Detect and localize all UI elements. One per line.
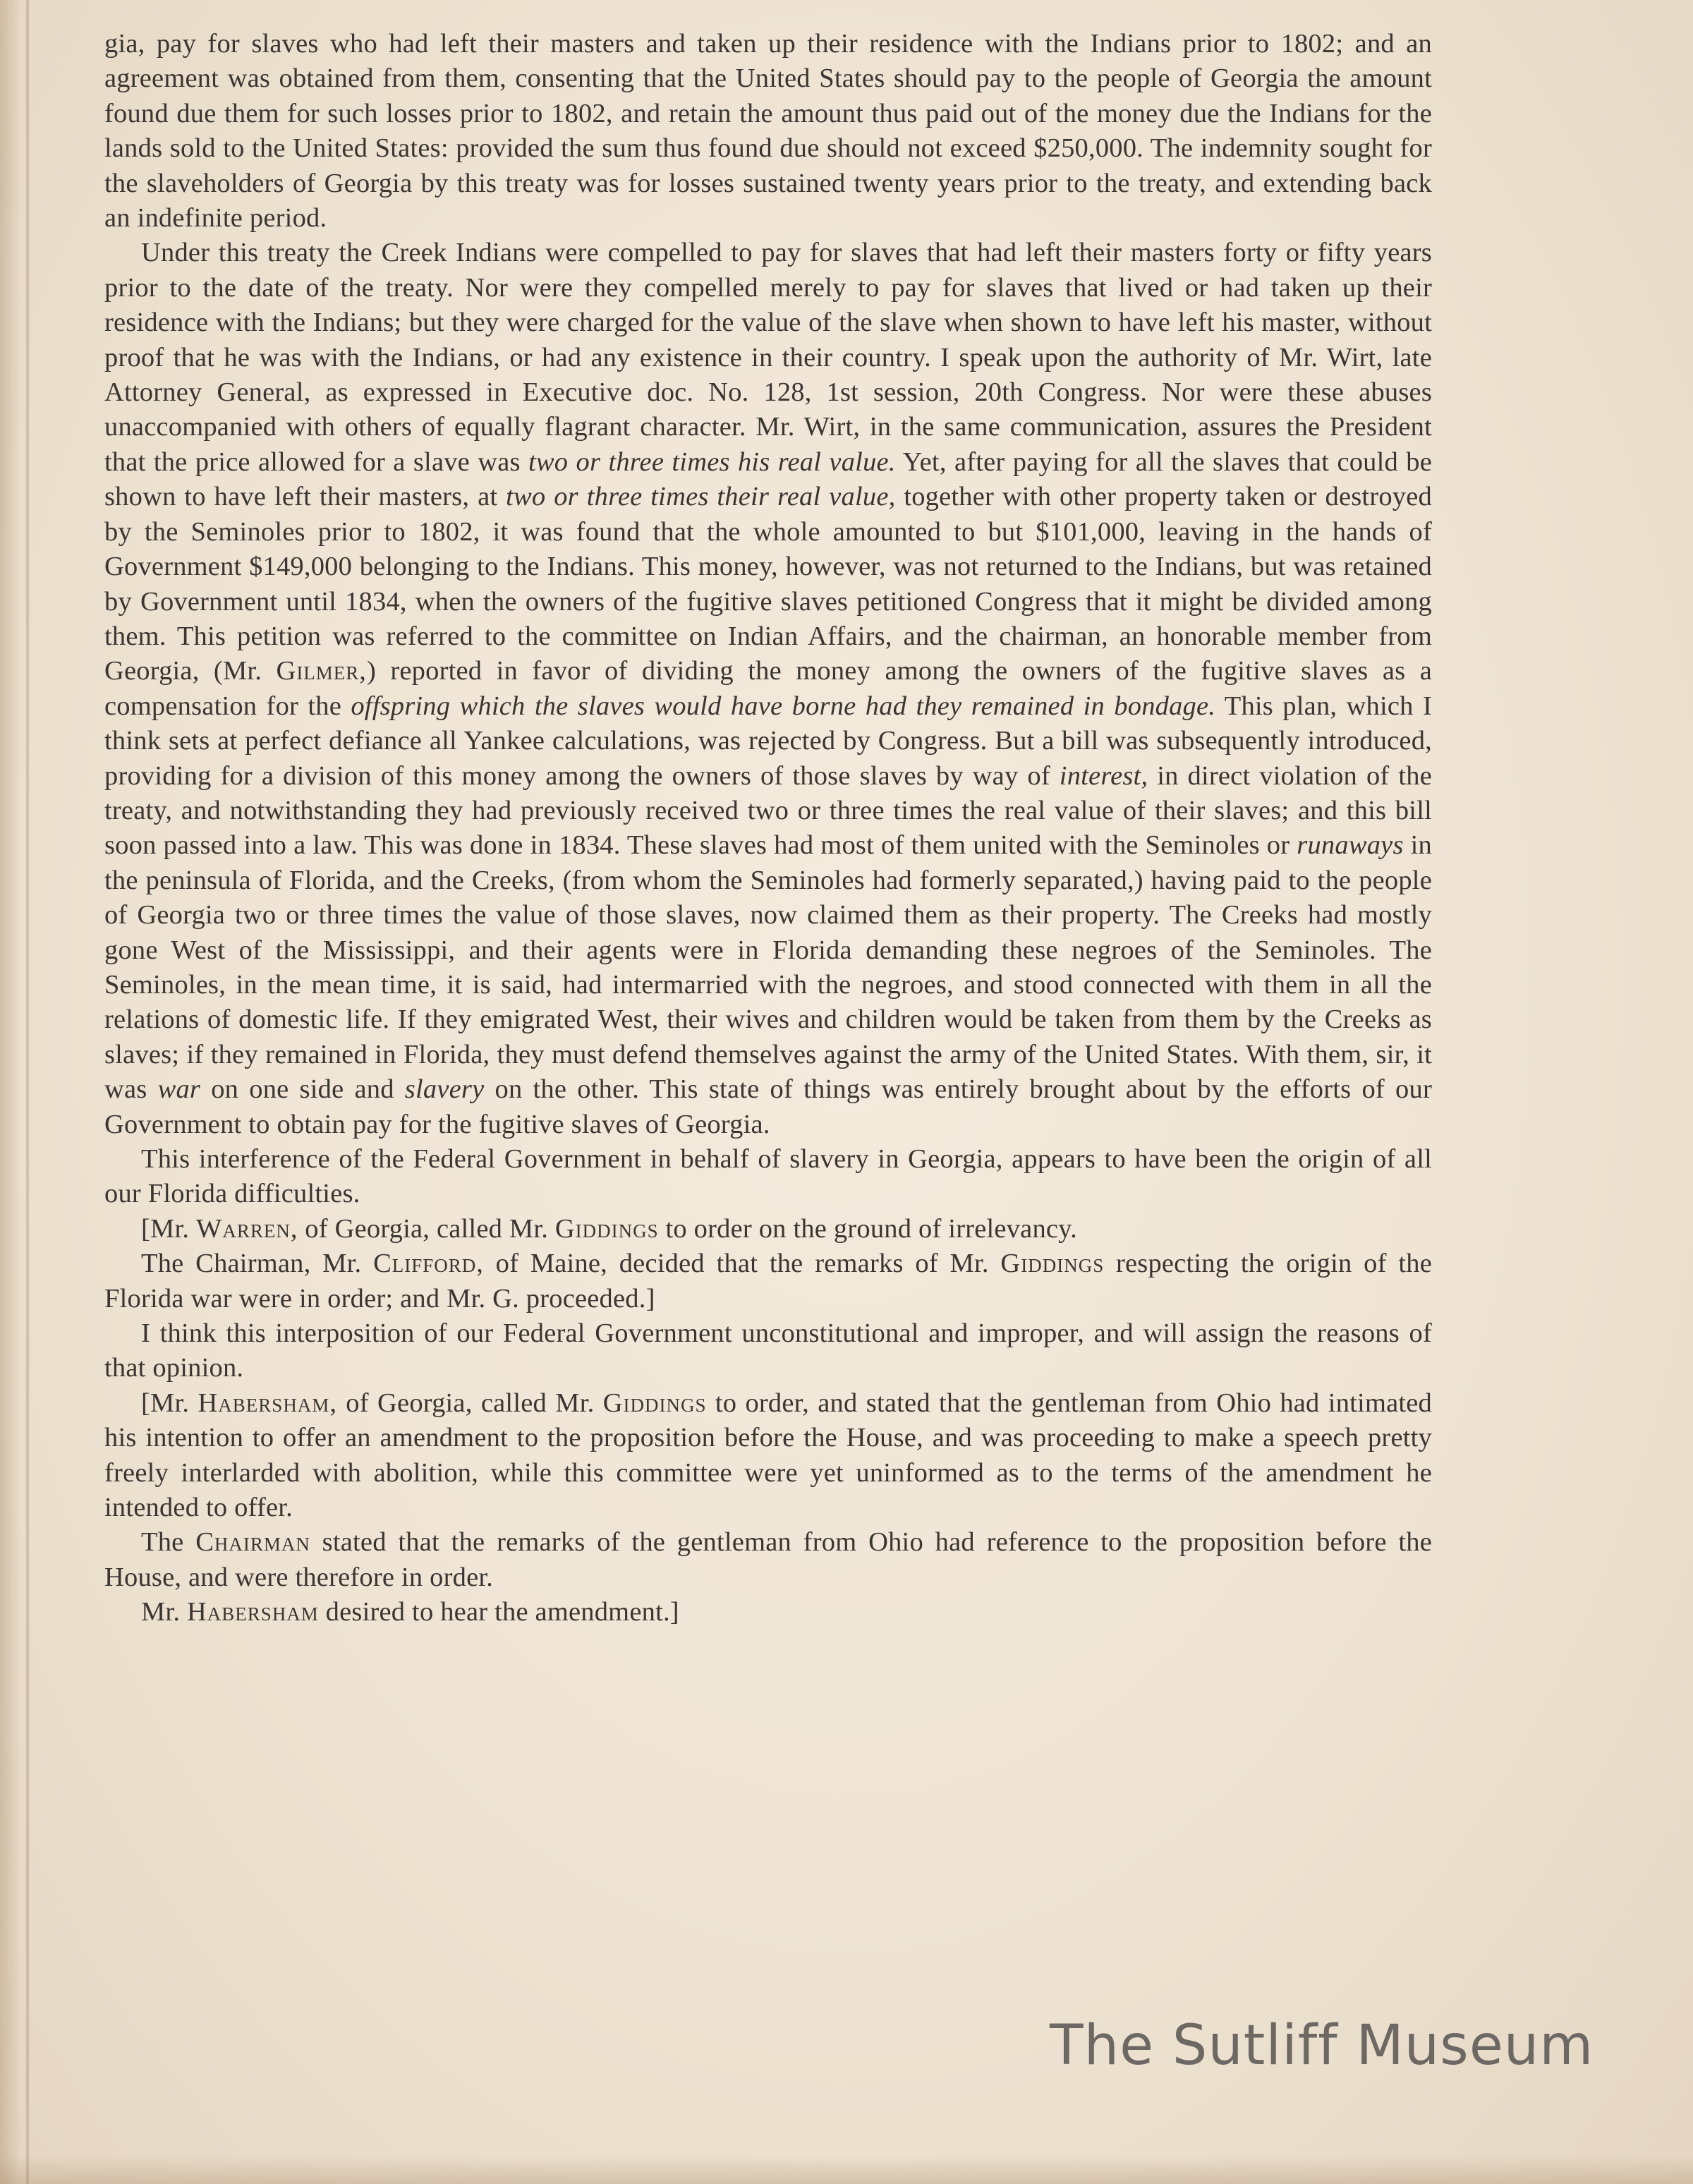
text-run: on one side and: [200, 1074, 405, 1105]
text-run: desired to hear the amendment.]: [318, 1597, 679, 1627]
name-smallcaps: Warren,: [196, 1213, 298, 1244]
page-edge-left: [0, 0, 21, 2184]
italic-run: war: [157, 1074, 201, 1105]
text-run: ) reported in favor of dividing the money among the owners of the fugitive slaves as a compensation for the: [104, 656, 1432, 721]
text-run: respecting the origin of the Florida war were in order; and Mr. G. proceeded.]: [104, 1249, 1432, 1314]
text-run: stated that the remarks of the gentleman from Ohio had reference to the proposition before the House, and were therefore in order.: [104, 1527, 1433, 1592]
text-run: [Mr.: [141, 1213, 196, 1244]
text-run: on the other. This state of things was entirely brought about by the efforts of our Government to obtain pay for the fugitive slaves of Georgia.: [104, 1074, 1432, 1139]
page-fold-shadow: [25, 0, 30, 2184]
italic-run: interest,: [1059, 760, 1148, 791]
name-smallcaps: Giddings: [554, 1213, 659, 1244]
text-run: The: [141, 1527, 196, 1558]
text-run: to order on the ground of irrelevancy.: [658, 1213, 1077, 1244]
italic-run: runaways: [1297, 830, 1404, 861]
paragraph-4: [104, 1212, 1432, 1246]
paragraph-2: [104, 236, 1432, 1142]
text-run: [Mr.: [141, 1388, 198, 1418]
text-run: of Maine, decided that the remarks of Mr.: [483, 1249, 1001, 1279]
italic-run: two or three times his real value.: [528, 447, 896, 477]
paragraph-3: This interference of the Federal Government in behalf of slavery in Georgia, appears to have been the origin of all our Florida difficulties.: [104, 1144, 1432, 1209]
italic-run: two or three times their real value,: [506, 482, 896, 512]
name-smallcaps: Giddings: [602, 1388, 707, 1418]
text-run: in the peninsula of Florida, and the Creeks, (from whom the Seminoles had formerly separated,) having paid to the people of Georgia two or three times the value of those slaves, now claimed them as their property. The Creeks had mostly gone West of the Mississippi, and their agents were in Florida demanding these negroes of the Seminoles. The Seminoles, in the mean time, it is said, had intermarried with the negroes, and stood connected with them in all the relations of domestic life. If they emigrated West, their wives and children would be taken from them by the Creeks as slaves; if they remained in Florida, they must defend themselves against the army of the United States. With them, sir, it was: [104, 830, 1432, 1105]
text-run: of Georgia, called Mr.: [298, 1213, 555, 1244]
italic-run: offspring which the slaves would have borne had they remained in bondage.: [351, 691, 1216, 721]
page-edge-bottom: [0, 2156, 1693, 2184]
name-smallcaps: Chairman: [195, 1527, 310, 1558]
text-run: This plan, which I think sets at perfect defiance all Yankee calculations, was rejected by Congress. But a bill was subsequently introduced, providing for a division of this money among the owners of those slaves by way of: [104, 691, 1432, 791]
paragraph-6: I think this interposition of our Federal Government unconstitutional and improper, and will assign the reasons of that opinion.: [104, 1318, 1432, 1383]
document-body: [104, 27, 1432, 1630]
paragraph-8: [104, 1525, 1432, 1595]
text-run: together with other property taken or destroyed by the Seminoles prior to 1802, it was found that the whole amounted to but $101,000, leaving in the hands of Government $149,000 belonging to the Indians. This money, however, was not returned to the Indians, but was retained by Government until 1834, when the owners of the fugitive slaves petitioned Congress that it might be divided among them. This petition was referred to the committee on Indian Affairs, and the chairman, an honorable member from Georgia, (Mr.: [104, 482, 1432, 686]
paragraph-9: [104, 1595, 1432, 1630]
name-smallcaps: Habersham: [186, 1597, 319, 1627]
name-smallcaps: Giddings: [1000, 1249, 1105, 1279]
italic-run: slavery: [404, 1074, 485, 1105]
text-run: The Chairman, Mr.: [141, 1249, 374, 1279]
paragraph-5: [104, 1246, 1432, 1316]
paragraph-7: [104, 1386, 1432, 1526]
text-run: Under this treaty the Creek Indians were compelled to pay for slaves that had left their masters forty or fifty years prior to the date of the treaty. Nor were they compelled merely to pay for slaves that lived or had taken up their residence with the Indians; but they were charged for the value of the slave when shown to have left his master, without proof that he was with the Indians, or had any existence in their country. I speak upon the authority of Mr. Wirt, late Attorney General, as expressed in Executive doc. No. 128, 1st session, 20th Congress. Nor were these abuses unaccompanied with others of equally flagrant character. Mr. Wirt, in the same communication, assures the President that the price allowed for a slave was: [104, 238, 1432, 477]
text-run: Yet, after paying for all the slaves that could be shown to have left their masters, at: [104, 447, 1433, 512]
text-run: Mr.: [141, 1597, 187, 1627]
name-smallcaps: Gilmer,: [276, 656, 367, 686]
museum-watermark: The Sutliff Museum: [1050, 2014, 1594, 2077]
paragraph-1: gia, pay for slaves who had left their masters and taken up their residence with the Indians prior to 1802; and an agreement was obtained from them, consenting that the United States should pay to the people of Georgia the amount found due them for such losses prior to 1802, and retain the amount thus paid out of the money due the Indians for the lands sold to the United States: provided the sum thus found due should not exceed $250,000. The indemnity sought for the slaveholders of Georgia by this treaty was for losses sustained twenty years prior to the treaty, and extending back an indefinite period.: [104, 29, 1432, 233]
text-run: in direct violation of the treaty, and notwithstanding they had previously received two or three times the real value of their slaves; and this bill soon passed into a law. This was done in 1834. These slaves had most of them united with the Seminoles or: [104, 760, 1432, 861]
name-smallcaps: Clifford,: [373, 1249, 484, 1279]
name-smallcaps: Habersham,: [198, 1388, 337, 1418]
text-run: to order, and stated that the gentleman from Ohio had intimated his intention to offer an amendment to the proposition before the House, and was proceeding to make a speech pretty freely interlarded with abolition, while this committee were yet uninformed as to the terms of the amendment he intended to offer.: [104, 1388, 1433, 1523]
text-run: of Georgia, called Mr.: [336, 1388, 603, 1418]
